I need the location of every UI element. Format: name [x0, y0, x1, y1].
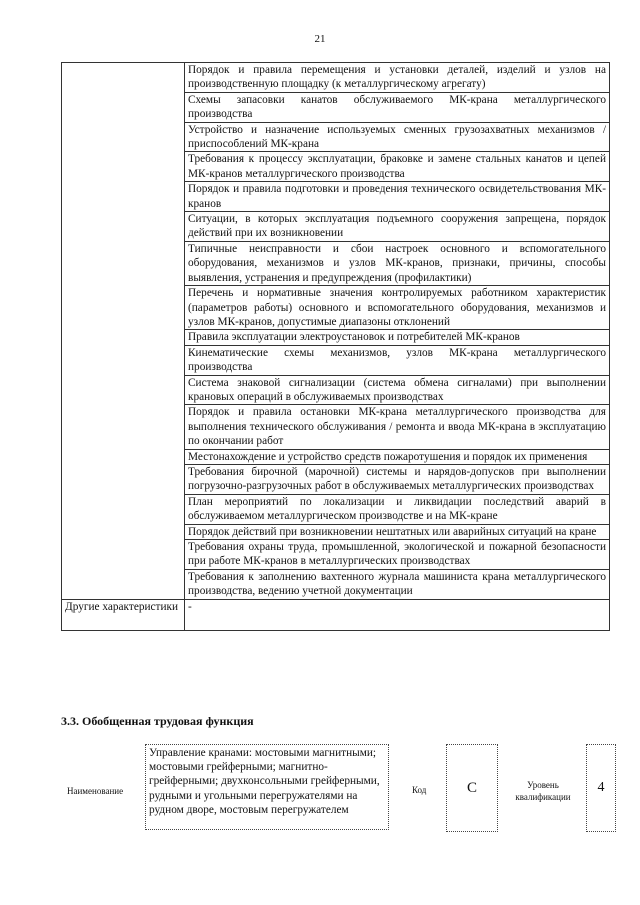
knowledge-item: Кинематические схемы механизмов, узлов МК-крана металлургического производства [185, 345, 610, 375]
knowledge-item: Требования охраны труда, промышленной, экологической и пожарной безопасности при работе МК-кранов в металлургических производствах [185, 540, 610, 570]
knowledge-item: Порядок и правила подготовки и проведения технического освидетельствования МК-кранов [185, 182, 610, 212]
generalized-function-block [61, 744, 616, 832]
page-number: 21 [314, 33, 326, 45]
knowledge-item: Перечень и нормативные значения контролируемых работником характеристик (параметров работы) основного и вспомогательного оборудования, механизмов и узлов МК-кранов, допустимые диапазоны отклонений [185, 286, 610, 330]
knowledge-item: Устройство и назначение используемых сменных грузозахватных механизмов / приспособлений МК-крана [185, 122, 610, 152]
knowledge-item: Схемы запасовки канатов обслуживаемого МК-крана металлургического производства [185, 92, 610, 122]
knowledge-item: Типичные неисправности и сбои настроек основного и вспомогательного оборудования, механизмов и узлов МК-кранов, признаки, причины, способы выявления, устранения и предупреждения (профилактики) [185, 241, 610, 285]
knowledge-item: Ситуации, в которых эксплуатация подъемного сооружения запрещена, порядок действий при их возникновении [185, 212, 610, 242]
table-row [62, 599, 610, 630]
table-row [62, 63, 610, 93]
code-label: Код [412, 785, 427, 795]
knowledge-item: Местонахождение и устройство средств пожаротушения и порядок их применения [185, 449, 610, 464]
other-characteristics-value: - [185, 599, 610, 630]
knowledge-item: Требования к заполнению вахтенного журнала машиниста крана металлургического производства, ведению учетной документации [185, 569, 610, 599]
knowledge-item: Требования бирочной (марочной) системы и нарядов-допусков при выполнении погрузочно-разгрузочных работ в обслуживаемых металлургических производствах [185, 464, 610, 494]
knowledge-item: Порядок действий при возникновении нештатных или аварийных ситуаций на кране [185, 524, 610, 539]
code-value: C [446, 744, 498, 832]
row-label-cell [62, 63, 185, 600]
section-title: 3.3. Обобщенная трудовая функция [61, 714, 254, 728]
knowledge-table [61, 62, 610, 631]
knowledge-item: Правила эксплуатации электроустановок и потребителей МК-кранов [185, 330, 610, 345]
qualification-level-value: 4 [586, 744, 616, 832]
knowledge-item: Порядок и правила перемещения и установки деталей, изделий и узлов на производственную площадку (к металлургическому агрегату) [185, 63, 610, 93]
qualification-level-label: Уровень квалификации [515, 780, 571, 802]
knowledge-item: План мероприятий по локализации и ликвидации последствий аварий в обслуживаемом металлургическом производстве и на МК-кране [185, 494, 610, 524]
name-label: Наименование [67, 786, 124, 796]
other-characteristics-label: Другие характеристики [62, 599, 185, 630]
knowledge-item: Требования к процессу эксплуатации, браковке и замене стальных канатов и цепей МК-кранов металлургического производства [185, 152, 610, 182]
knowledge-item: Система знаковой сигнализации (система обмена сигналами) при выполнении крановых операций в обслуживаемых производствах [185, 375, 610, 405]
knowledge-item: Порядок и правила остановки МК-крана металлургического производства для выполнения технического обслуживания / ремонта и ввода МК-крана в эксплуатацию по окончании работ [185, 405, 610, 449]
name-value: Управление кранами: мостовыми магнитными; мостовыми грейферными; магнитно-грейферными; двухконсольными грейферными, рудными и угольными перегружателями на рудном дворе, мостовым перегружателем [145, 744, 389, 830]
